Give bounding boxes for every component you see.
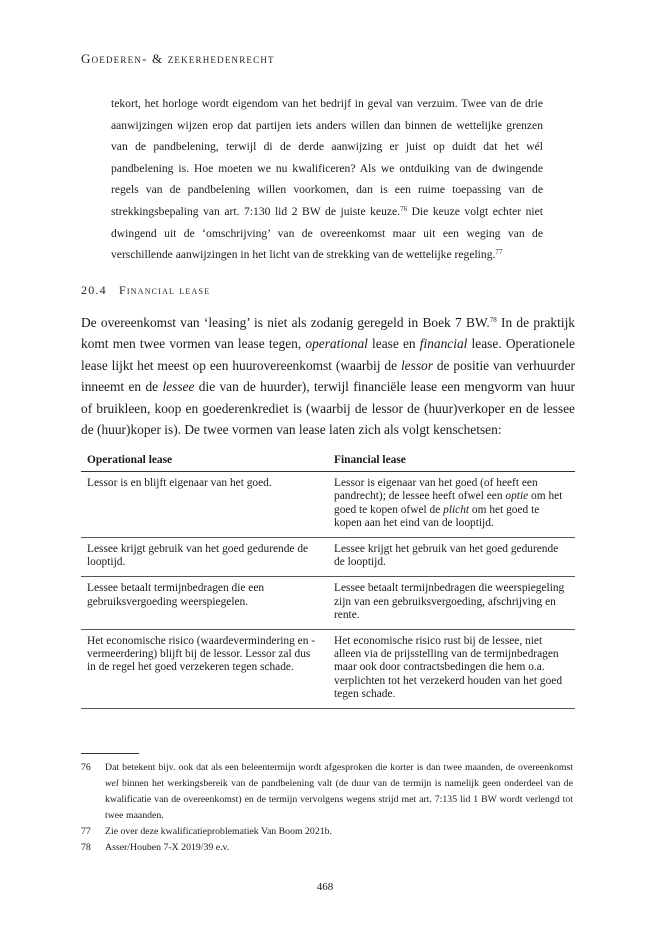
indented-text-continued: Die keuze volgt echter niet dwingend uit de ‘omschrijving’ van de overeenkomst maar uit een weging van de verschillende aanwijzingen in het licht van de strekking van de wettelijke regeling. [111, 204, 543, 262]
running-header: Goederen- & zekerhedenrecht [81, 51, 275, 66]
section-heading [81, 283, 210, 298]
table-header-row [81, 448, 575, 472]
section-title: Financial lease [119, 283, 211, 297]
indented-paragraph [111, 93, 543, 266]
footnote-number: 77 [81, 825, 91, 837]
body-text: De overeenkomst van ‘leasing’ is niet als zodanig geregeld in Boek 7 BW. [81, 315, 490, 330]
table-cell: Het economische risico (waardevermindering en -vermeerdering) blijft bij de lessor. Lessor zal dus in de regel het goed verzekeren tegen schade. [81, 630, 326, 709]
emphasis-lessor: lessor [400, 357, 433, 373]
footnote-number: 78 [81, 841, 91, 853]
body-text: In de praktijk komt men twee vormen van lease tegen, [81, 315, 575, 352]
table-row [81, 577, 575, 630]
table-cell: Het economische risico rust bij de lessee, niet alleen via de prijsstelling van de termijnbedragen maar ook door contractsbedingen die hem o.a. verplichten tot het verzekerd houden van het goed tegen schade. [326, 630, 575, 709]
table-row [81, 630, 575, 709]
table-cell: Lessor is en blijft eigenaar van het goed. [81, 472, 326, 538]
footnote-text: Asser/Houben 7-X 2019/39 e.v. [105, 841, 230, 853]
body-text: de positie van verhuurder inneemt en de [81, 357, 575, 395]
table-cell [326, 472, 575, 538]
cell-text: om het goed te kopen aan het eind van de looptijd. [334, 503, 540, 529]
footnote-ref-77[interactable]: 77 [495, 248, 503, 257]
footnote-77 [81, 824, 573, 840]
column-header-operational: Operational lease [81, 448, 326, 472]
table-row [81, 472, 575, 538]
emphasis-optie: optie [505, 490, 529, 503]
footnote-text-part: binnen het werkingsbereik van de pandbelening valt (de duur van de termijn is namelijk geen onderdeel van de kwalificatie van de overeenkomst) en de termijn vervolgens wegens strijd met art. 7:135 lid 1 BW wordt verlengd tot twee maanden. [105, 777, 573, 821]
footnote-76 [81, 760, 573, 824]
footnote-text-part: Dat betekent bijv. ook dat als een beleentermijn wordt afgesproken die korter is dan twee maanden, de overeenkomst [105, 762, 573, 773]
footnote-ref-76[interactable]: 76 [400, 204, 408, 213]
body-text: lease. Operationele lease lijkt het meest op een huurovereenkomst (waarbij de [81, 336, 575, 373]
footnote-divider [81, 753, 139, 754]
footnote-text [105, 760, 573, 824]
table-cell: Lessee krijgt gebruik van het goed gedurende de looptijd. [81, 538, 326, 577]
emphasis-plicht: plicht [443, 503, 470, 516]
footnote-number: 76 [81, 762, 91, 773]
footnotes [81, 760, 573, 855]
footnote-ref-78[interactable]: 78 [489, 316, 497, 324]
table-row [81, 538, 575, 577]
table-cell: Lessee krijgt het gebruik van het goed gedurende de looptijd. [326, 538, 575, 577]
body-text: lease en [367, 336, 420, 352]
emphasis-financial: financial [419, 336, 468, 352]
table-cell: Lessee betaalt termijnbedragen die weerspiegeling zijn van een gebruiksvergoeding, afschrijving en rente. [326, 577, 575, 630]
footnote-78 [81, 840, 573, 856]
cell-text: Lessor is eigenaar van het goed (of heeft een pandrecht); de lessee heeft ofwel een [334, 477, 538, 503]
footnote-text: Zie over deze kwalificatieproblematiek Van Boom 2021b. [105, 825, 332, 837]
section-number: 20.4 [81, 283, 107, 297]
emphasis-lessee: lessee [162, 379, 195, 395]
lease-comparison-table [81, 448, 575, 709]
page-number: 468 [316, 881, 334, 893]
body-text: die van de huurder), terwijl financiële lease een mengvorm van huur of bruikleen, koop en goederenkrediet is (waarbij de lessor de (huur)verkoper en de lessee de (huur)koper is). De twee vormen van lease laten zich als volgt kenschetsen: [81, 379, 575, 438]
column-header-financial: Financial lease [326, 448, 575, 472]
body-paragraph [81, 312, 575, 440]
emphasis-operational: operational [305, 336, 368, 352]
indented-text: tekort, het horloge wordt eigendom van het bedrijf in geval van verzuim. Twee van de drie aanwijzingen wijzen erop dat partijen iets anders willen dan binnen de wettelijke grenzen van de pandbelening, terwijl di de derde aanwijzing er juist op duidt dat het wél pandbelening is. Hoe moeten we nu kwalificeren? Als we ontduiking van de dwingende regels van de pandbelening willen voorkomen, dan is een ruime toepassing van de strekkingsbepaling van art. 7:130 lid 2 BW de juiste keuze. [111, 97, 543, 218]
emphasis-wel: wel [105, 777, 119, 789]
table-cell: Lessee betaalt termijnbedragen die een gebruiksvergoeding weerspiegelen. [81, 577, 326, 630]
cell-text: om het goed te kopen ofwel de [334, 490, 563, 516]
